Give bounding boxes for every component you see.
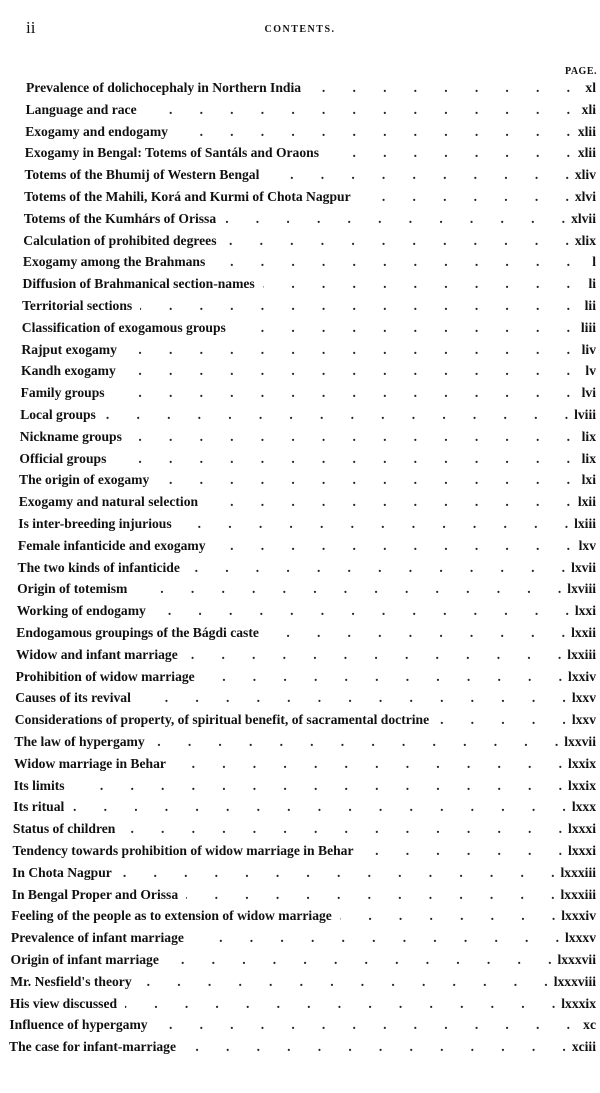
dot-leader <box>140 298 570 314</box>
toc-entry-page: liii <box>580 319 596 335</box>
toc-entry-title: Mr. Nesfield's theory <box>10 973 132 989</box>
dot-leader <box>153 734 559 750</box>
toc-entry-title: The law of hypergamy <box>14 734 145 749</box>
toc-entry-title: The two kinds of infanticide <box>17 559 180 575</box>
dot-leader <box>72 799 566 815</box>
toc-entry-page: xli <box>581 101 596 117</box>
toc-entry-title: Endogamous groupings of the Bágdi caste <box>16 625 259 640</box>
toc-entry <box>0 189 600 211</box>
dot-leader <box>140 974 548 990</box>
toc-entry <box>0 996 600 1018</box>
toc-entry-page: lxxiii <box>567 646 596 662</box>
toc-entry-title: Influence of hypergamy <box>9 1017 148 1033</box>
toc-entry-title: Kandh exogamy <box>21 363 116 379</box>
toc-entry-page: lxiii <box>574 516 596 531</box>
toc-entry-title: Totems of the Mahili, Korá and Kurmi of Chota Nagpur <box>24 189 351 204</box>
toc-entry <box>0 560 600 582</box>
toc-entry-title: Widow marriage in Behar <box>14 755 166 771</box>
toc-entry-page: lix <box>581 450 596 466</box>
toc-entry <box>0 930 600 952</box>
page-column-label: PAGE. <box>564 66 597 77</box>
toc-entry <box>0 538 600 560</box>
dot-leader <box>437 712 566 728</box>
toc-entry-page: lxxv <box>571 712 596 728</box>
toc-entry <box>0 407 600 429</box>
toc-entry-title: Its limits <box>13 777 65 793</box>
toc-entry <box>0 908 600 930</box>
toc-entry <box>0 516 600 538</box>
dot-leader <box>192 930 559 946</box>
toc-entry <box>0 102 600 124</box>
toc-entry-page: lvi <box>581 385 596 401</box>
dot-leader <box>327 145 570 161</box>
dot-leader <box>135 581 561 597</box>
toc-entry <box>0 1017 600 1039</box>
toc-entry-title: Totems of the Kumhárs of Orissa <box>23 210 217 226</box>
toc-entry-title: Classification of exogamous groups <box>21 319 226 335</box>
toc-entry <box>0 233 600 255</box>
toc-entry-page: lxxii <box>571 625 596 640</box>
dot-leader <box>362 843 563 859</box>
toc-entry <box>0 320 600 342</box>
toc-entry-title: Feeling of the people as to extension of widow marriage <box>11 908 332 924</box>
toc-entry-title: Status of children <box>12 821 116 837</box>
toc-entry-page: lxxix <box>568 755 596 771</box>
toc-entry-page: lxxxi <box>568 843 596 858</box>
toc-entry-page: lxxxviii <box>553 973 596 989</box>
toc-entry-title: Prevalence of dolichocephaly in Northern India <box>26 80 302 95</box>
toc-entry-title: Local groups <box>20 407 96 422</box>
toc-entry <box>0 472 600 494</box>
toc-entry-title: The case for infant-marriage <box>9 1039 176 1055</box>
toc-entry <box>0 451 600 473</box>
toc-entry-title: Widow and infant marriage <box>16 646 178 662</box>
toc-entry <box>0 581 600 603</box>
toc-entry-page: lxxxiv <box>561 908 596 924</box>
toc-entry-page: lxvii <box>571 559 596 575</box>
toc-entry-title: Language and race <box>25 101 137 117</box>
toc-entry-title: Nickname groups <box>19 428 122 444</box>
dot-leader <box>157 472 570 488</box>
dot-leader <box>154 603 569 619</box>
toc-entry-page: lxxix <box>568 777 596 793</box>
toc-entry-title: Causes of its revival <box>15 690 131 706</box>
dot-leader <box>224 211 565 227</box>
toc-entry-page: lxxvii <box>564 734 596 749</box>
toc-entry <box>0 363 600 385</box>
toc-entry <box>0 342 600 364</box>
dot-leader <box>263 276 570 292</box>
dot-leader <box>125 342 570 358</box>
toc-entry-title: Rajput exogamy <box>21 341 117 357</box>
dot-leader <box>123 821 562 837</box>
running-title: CONTENTS. <box>264 24 336 35</box>
toc-entry-page: lix <box>581 428 596 444</box>
toc-entry-page: xl <box>585 80 596 95</box>
dot-leader <box>145 102 570 118</box>
toc-entry-title: Working of endogamy <box>16 603 146 619</box>
toc-entry-title: Exogamy and endogamy <box>25 123 168 139</box>
dot-leader <box>124 363 570 379</box>
toc-entry <box>0 603 600 625</box>
dot-leader <box>213 254 570 270</box>
toc-entry-page: lxii <box>577 494 596 510</box>
dot-leader <box>225 233 569 249</box>
dot-leader <box>206 494 570 510</box>
dot-leader <box>188 560 565 576</box>
dot-leader <box>340 908 555 924</box>
toc-entry <box>0 756 600 778</box>
toc-entry <box>0 276 600 298</box>
dot-leader <box>184 1039 566 1055</box>
toc-entry <box>0 145 600 167</box>
dot-leader <box>186 647 562 663</box>
toc-entry <box>0 669 600 691</box>
toc-entry <box>0 690 600 712</box>
dot-leader <box>234 320 570 336</box>
dot-leader <box>156 1017 570 1033</box>
toc-entry-page: lxxx <box>571 799 596 815</box>
toc-entry-page: xlix <box>574 232 596 248</box>
toc-entry-title: His view discussed <box>9 995 118 1011</box>
dot-leader <box>113 385 570 401</box>
dot-leader <box>174 756 562 772</box>
toc-entry-page: lxxiv <box>568 668 596 684</box>
toc-entry <box>0 647 600 669</box>
dot-leader <box>359 189 569 205</box>
toc-entry-page: lxviii <box>567 581 596 597</box>
toc-entry-title: Official groups <box>19 450 107 466</box>
toc-entry-page: lxxxix <box>561 995 596 1011</box>
toc-entry <box>0 211 600 233</box>
toc-entry-page: xc <box>583 1017 596 1033</box>
toc-entry-page: xliv <box>574 167 596 183</box>
toc-entry-title: Exogamy among the Brahmans <box>22 254 206 270</box>
toc-entry <box>0 974 600 996</box>
toc-entry <box>0 254 600 276</box>
dot-leader <box>176 124 570 140</box>
toc-entry-page: lxxv <box>571 690 596 706</box>
toc-entry <box>0 821 600 843</box>
toc-entry-page: lxxxiii <box>560 886 596 902</box>
dot-leader <box>180 516 568 532</box>
toc-entry-title: Female infanticide and exogamy <box>17 537 206 553</box>
dot-leader <box>203 669 562 685</box>
toc-entry-title: Tendency towards prohibition of widow marriage in Behar <box>12 843 354 858</box>
toc-entry <box>0 734 600 756</box>
dot-leader <box>267 625 565 641</box>
dot-leader <box>114 451 570 467</box>
toc-entry-page: lxxxiii <box>560 864 596 880</box>
toc-entry <box>0 799 600 821</box>
toc-entry-page: xlii <box>577 145 596 161</box>
toc-entry-page: xciii <box>571 1039 596 1055</box>
toc-entry <box>0 778 600 800</box>
toc-entry-title: Prohibition of widow marriage <box>15 668 195 684</box>
toc-entry <box>0 712 600 734</box>
toc-entry-page: xlvii <box>571 210 596 226</box>
dot-leader <box>73 778 562 794</box>
toc-entry-page: lxxxi <box>568 821 596 837</box>
toc-entry-page: lviii <box>574 407 596 422</box>
dot-leader <box>130 429 570 445</box>
toc-entry-page: li <box>588 276 596 292</box>
page-number: ii <box>26 18 36 37</box>
toc-entry-title: Diffusion of Brahmanical section-names <box>22 276 255 292</box>
toc-entry-title: Its ritual <box>13 799 65 815</box>
toc-entry-title: Exogamy and natural selection <box>18 494 199 510</box>
toc-entry-title: Calculation of prohibited degrees <box>23 232 217 248</box>
dot-leader <box>214 538 570 554</box>
toc-entry <box>0 80 600 102</box>
toc-entry-page: lxi <box>581 472 596 488</box>
toc-entry-page: lxv <box>578 537 596 553</box>
toc-entry-title: In Chota Nagpur <box>12 864 112 880</box>
dot-leader <box>186 887 554 903</box>
toc-entry <box>0 385 600 407</box>
dot-leader <box>125 996 555 1012</box>
toc-entry-page: lii <box>584 298 596 313</box>
toc-entry-page: xlii <box>577 123 596 139</box>
toc-entry <box>0 865 600 887</box>
toc-entry <box>0 1039 600 1061</box>
toc-entry-title: Origin of totemism <box>17 581 128 597</box>
toc-entry <box>0 494 600 516</box>
toc-entry <box>0 843 600 865</box>
toc-entry <box>0 429 600 451</box>
toc-entry-title: Prevalence of infant marriage <box>10 930 184 946</box>
dot-leader <box>139 690 566 706</box>
dot-leader <box>120 865 555 881</box>
toc-entry-title: In Bengal Proper and Orissa <box>11 886 179 902</box>
dot-leader <box>104 407 568 423</box>
toc-entry <box>0 887 600 909</box>
toc-entry-title: Origin of infant marriage <box>10 952 159 967</box>
toc-entry-page: xlvi <box>574 189 596 204</box>
toc-entry <box>0 167 600 189</box>
toc-entry-title: Totems of the Bhumij of Western Bengal <box>24 167 260 183</box>
toc-entry <box>0 298 600 320</box>
toc-entry-page: lxxxvii <box>557 952 596 967</box>
toc-entry-page: lxxi <box>574 603 596 619</box>
toc-entry-title: Family groups <box>20 385 105 401</box>
toc-entry-title: Territorial sections <box>22 298 133 313</box>
toc-entry-title: Is inter-breeding injurious <box>18 516 172 531</box>
toc-entry-title: Considerations of property, of spiritual benefit, of sacramental doctrine <box>14 712 430 728</box>
dot-leader <box>267 167 568 183</box>
toc-entry <box>0 124 600 146</box>
toc-entry-page: liv <box>581 341 596 357</box>
toc-entry <box>0 625 600 647</box>
dot-leader <box>309 80 570 96</box>
toc-entry-page: l <box>592 254 596 270</box>
toc-entry-title: The origin of exogamy <box>19 472 150 488</box>
toc-entry-title: Exogamy in Bengal: Totems of Santáls and Oraons <box>24 145 319 161</box>
toc-entry-page: lxxxv <box>565 930 596 946</box>
toc-entry <box>0 952 600 974</box>
toc-entry-page: lv <box>585 363 596 379</box>
dot-leader <box>167 952 552 968</box>
